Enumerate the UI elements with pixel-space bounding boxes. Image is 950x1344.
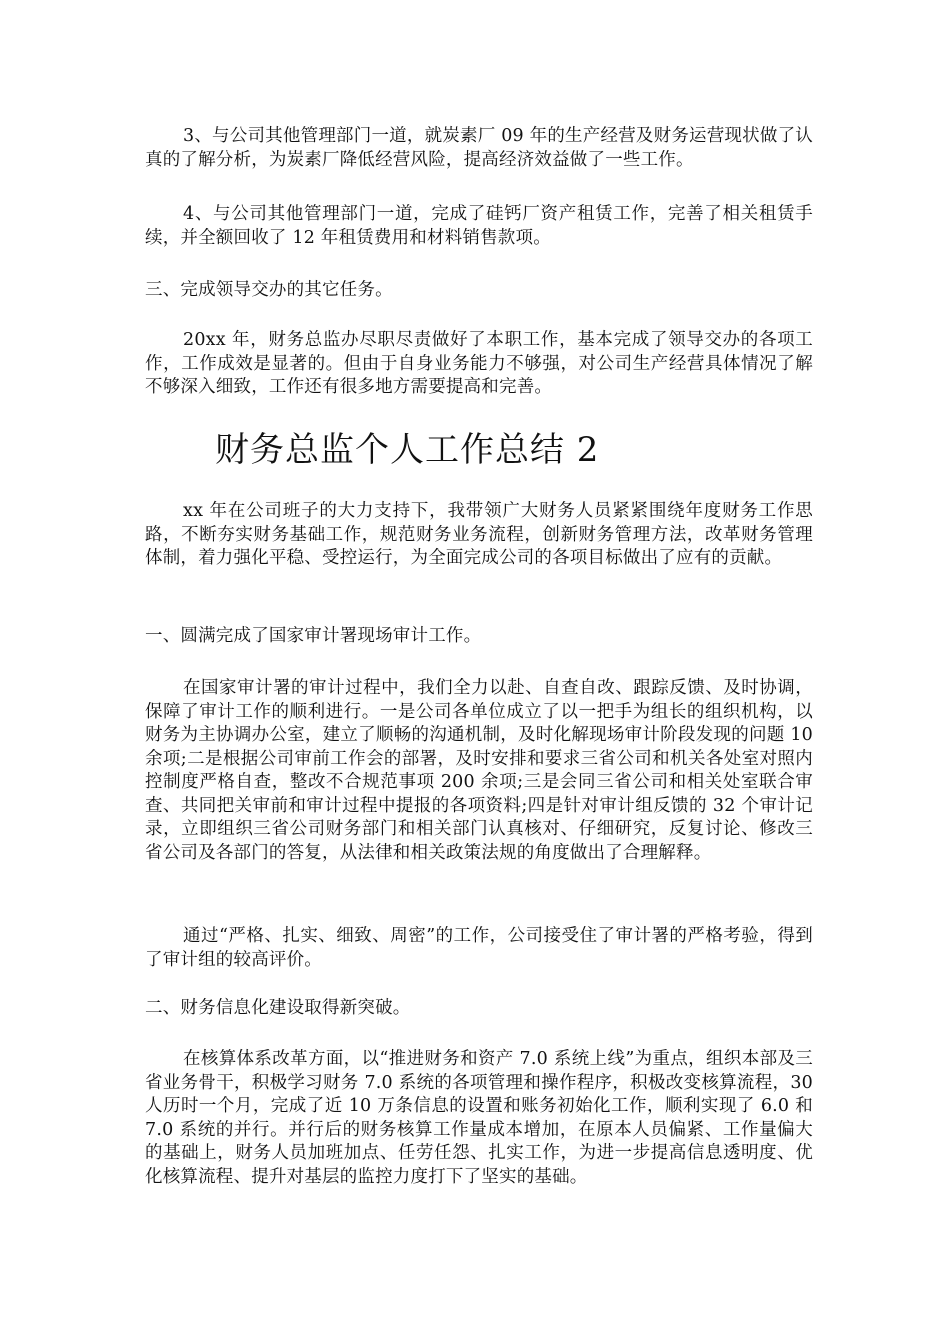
paragraph-item-3: 3、与公司其他管理部门一道，就炭素厂 09 年的生产经营及财务运营现状做了认真的了解分析，为炭素厂降低经营风险，提高经济效益做了一些工作。 (145, 126, 813, 170)
document-title: 财务总监个人工作总结 2 (215, 430, 600, 470)
paragraph-it-system: 在核算体系改革方面，以“推进财务和资产 7.0 系统上线”为重点，组织本部及三省业务骨干，积极学习财务 7.0 系统的各项管理和操作程序，积极改变核算流程，30 人历时一个月，完成了近 10 万条信息的设置和账务初始化工作，顺利实现了 6.0 和 7.0 系统的并行。并行后的财务核算工作量成本增加，在原本人员偏紧、工作量偏大的基础上，财务人员加班加点、任劳任怨、扎实工作，为进一步提高信息透明度、优化核算流程、提升对基层的监控力度打下了坚实的基础。 (145, 1049, 813, 1187)
section-heading-3: 三、完成领导交办的其它任务。 (145, 280, 393, 300)
section-heading-1: 一、圆满完成了国家审计署现场审计工作。 (145, 626, 482, 646)
section-heading-2: 二、财务信息化建设取得新突破。 (145, 998, 411, 1018)
paragraph-item-4: 4、与公司其他管理部门一道，完成了硅钙厂资产租赁工作，完善了相关租赁手续，并全额回收了 12 年租赁费用和材料销售款项。 (145, 204, 813, 248)
paragraph-summary: 20xx 年，财务总监办尽职尽责做好了本职工作，基本完成了领导交办的各项工作，工作成效是显著的。但由于自身业务能力不够强，对公司生产经营具体情况了解不够深入细致，工作还有很多地方需要提高和完善。 (145, 330, 813, 397)
paragraph-intro: xx 年在公司班子的大力支持下，我带领广大财务人员紧紧围绕年度财务工作思路，不断夯实财务基础工作，规范财务业务流程，创新财务管理方法，改革财务管理体制，着力强化平稳、受控运行，为全面完成公司的各项目标做出了应有的贡献。 (145, 501, 813, 568)
paragraph-audit: 在国家审计署的审计过程中，我们全力以赴、自查自改、跟踪反馈、及时协调，保障了审计工作的顺利进行。一是公司各单位成立了以一把手为组长的组织机构，以财务为主协调办公室，建立了顺畅的沟通机制，及时化解现场审计阶段发现的问题 10 余项;二是根据公司审前工作会的部署，及时安排和要求三省公司和机关各处室对照内控制度严格自查，整改不合规范事项 200 余项;三是会同三省公司和相关处室联合审查、共同把关审前和审计过程中提报的各项资料;四是针对审计组反馈的 32 个审计记录，立即组织三省公司财务部门和相关部门认真核对、仔细研究，反复讨论、修改三省公司及各部门的答复，从法律和相关政策法规的角度做出了合理解释。 (145, 678, 813, 863)
paragraph-audit-result: 通过“严格、扎实、细致、周密”的工作，公司接受住了审计署的严格考验，得到了审计组的较高评价。 (145, 926, 813, 970)
